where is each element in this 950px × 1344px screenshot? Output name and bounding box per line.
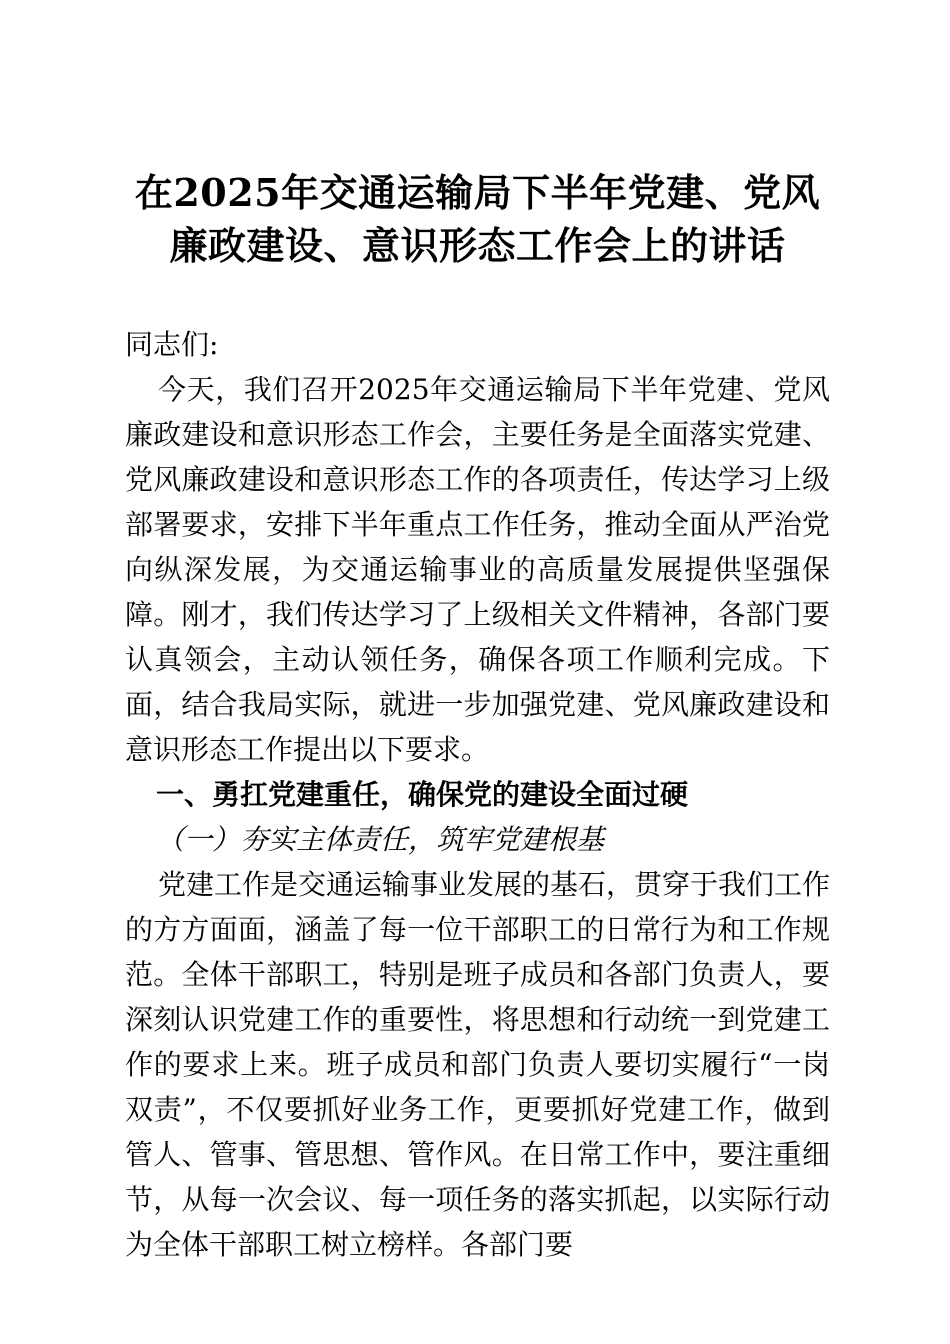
document-title: 在2025年交通运输局下半年党建、党风廉政建设、意识形态工作会上的讲话 [134,170,821,268]
intro-paragraph: 今天，我们召开2025年交通运输局下半年党建、党风廉政建设和意识形态工作会，主要任务是全面落实党建、党风廉政建设和意识形态工作的各项责任，传达学习上级部署要求，安排下半年重点工作任务，推动全面从严治党向纵深发展，为交通运输事业的高质量发展提供坚强保障。刚才，我们传达学习了上级相关文件精神，各部门要认真领会，主动认领任务，确保各项工作顺利完成。下面，结合我局实际，就进一步加强党建、党风廉政建设和意识形态工作提出以下要求。 [125,373,830,766]
section-1-subsection-1-heading: （一）夯实主体责任，筑牢党建根基 [156,823,605,856]
document-body [125,322,830,1267]
section-1-subsection-1-body: 党建工作是交通运输事业发展的基石，贯穿于我们工作的方方面面，涵盖了每一位干部职工的日常行为和工作规范。全体干部职工，特别是班子成员和各部门负责人，要深刻认识党建工作的重要性，将思想和行动统一到党建工作的要求上来。班子成员和部门负责人要切实履行“一岗双责”，不仅要抓好业务工作，更要抓好党建工作，做到管人、管事、管思想、管作风。在日常工作中，要注重细节，从每一次会议、每一项任务的落实抓起，以实际行动为全体干部职工树立榜样。各部门要 [125,868,831,1261]
salutation: 同志们: [125,328,219,361]
section-1-heading: 一、勇扛党建重任，确保党的建设全面过硬 [156,778,689,811]
